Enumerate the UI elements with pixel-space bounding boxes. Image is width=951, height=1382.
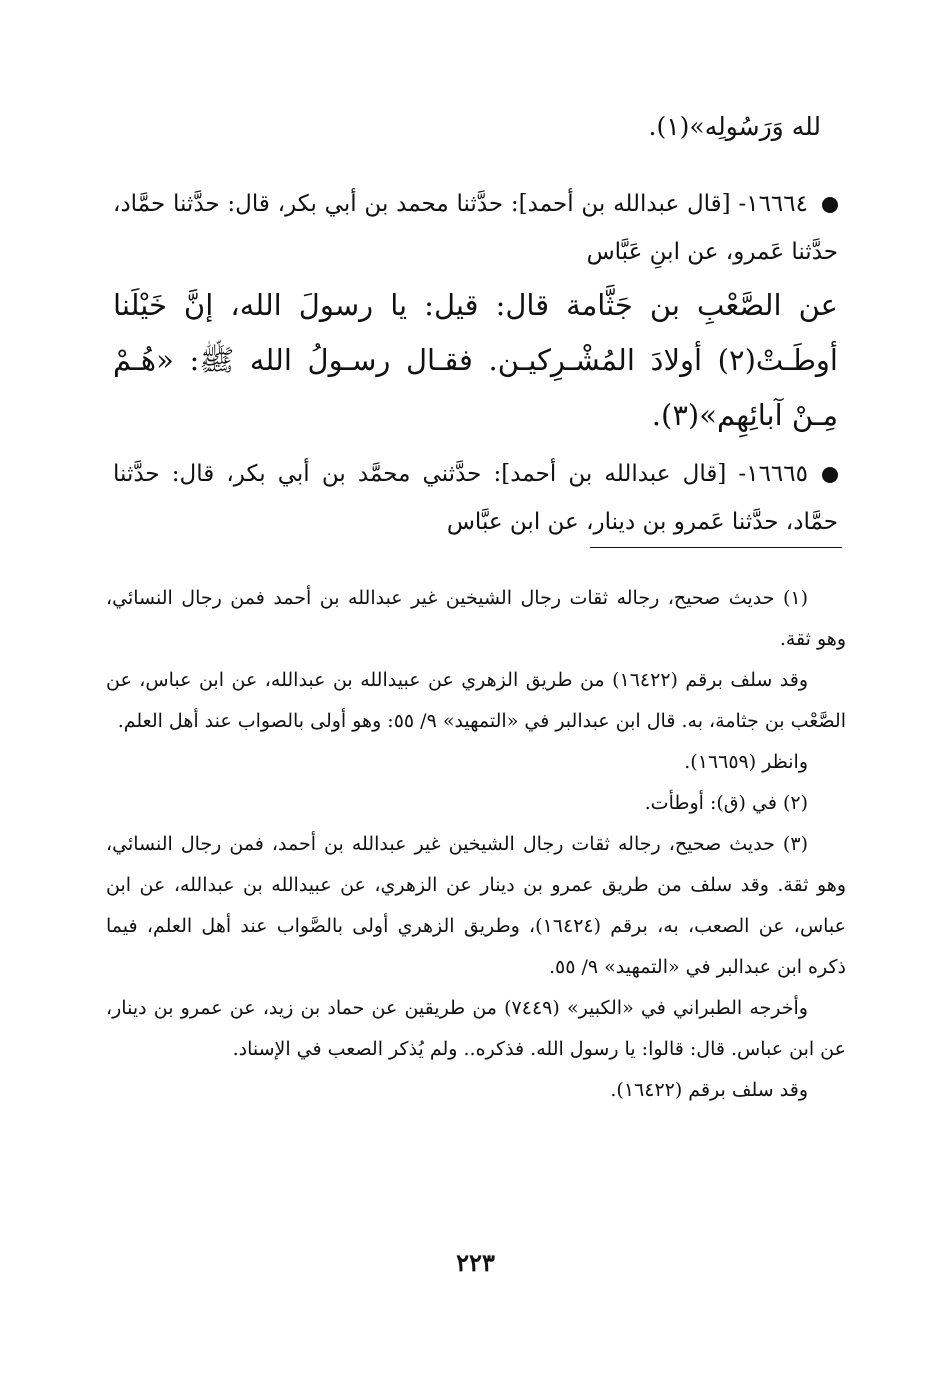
footnote-2: (٢) في (ق): أوطأت. — [644, 792, 808, 814]
continued-text-line: لله وَرَسُولِه»(١). — [648, 112, 821, 141]
footnote-1: (١) حديث صحيح، رجاله ثقات رجال الشيخين غير عبدالله بن أحمد فمن رجال النسائي، وهو ثقة. — [106, 587, 846, 650]
footnote-1-see-also: وانظر (١٦٦٥٩). — [684, 751, 808, 773]
footnote-separator — [590, 547, 842, 548]
footnotes — [106, 578, 846, 1111]
footnote-3: (٣) حديث صحيح، رجاله ثقات رجال الشيخين غير عبدالله بن أحمد، فمن رجال النسائي، وهو ثقة. وقد سلف من طريق عمرو بن دينار عن الزهري، عن عبيدالله بن عبدالله، عن ابن عباس، عن الصعب، به، برقم (١٦٤٢٤)، وطريق الزهري أولى بالصَّواب عند أهل العلم، فيما ذكره ابن عبدالبر في «التمهيد» ٩/ ٥٥. — [106, 833, 846, 978]
hadith-16664-matn: عن الصَّعْبِ بن جَثَّامة قال: قيل: يا رسولَ الله، إنَّ خَيْلَنا أوطَـتْ(٢) أولادَ المُشْـرِكيـن. فقـال رسـولُ الله ﷺ: «هُـمْ مِـنْ آبائِهِم»(٣). — [113, 288, 838, 432]
bullet-icon — [822, 197, 838, 213]
hadith-16664-isnad — [113, 180, 838, 276]
hadith-16665-isnad — [113, 450, 838, 546]
page-number: ٢٢٣ — [456, 1248, 495, 1277]
hadith-16664-text: ١٦٦٦٤- [قال عبدالله بن أحمد]: حدَّثنا محمد بن أبي بكر، قال: حدَّثنا حمَّاد، حدَّثنا عَمرو، عن ابنِ عَبَّاس — [113, 191, 838, 265]
footnote-3-see-also: وقد سلف برقم (١٦٤٢٢). — [610, 1079, 808, 1101]
footnote-3-continued: وأخرجه الطبراني في «الكبير» (٧٤٤٩) من طريقين عن حماد بن زيد، عن عمرو بن دينار، عن ابن عباس. قال: قالوا: يا رسول الله. فذكره.. ولم يُذكر الصعب في الإسناد. — [106, 997, 846, 1060]
hadith-16665-text: ١٦٦٦٥- [قال عبدالله بن أحمد]: حدَّثني محمَّد بن أبي بكر، قال: حدَّثنا حمَّاد، حدَّثنا عَمرو بن دينار، عن ابن عبَّاس — [113, 461, 838, 535]
bullet-icon — [822, 467, 838, 483]
footnote-1-continued: وقد سلف برقم (١٦٤٢٢) من طريق الزهري عن عبيدالله بن عبدالله، عن ابن عباس، عن الصَّعْب بن جثامة، به. قال ابن عبدالبر في «التمهيد» ٩/ ٥٥: وهو أولى بالصواب عند أهل العلم. — [106, 669, 846, 732]
